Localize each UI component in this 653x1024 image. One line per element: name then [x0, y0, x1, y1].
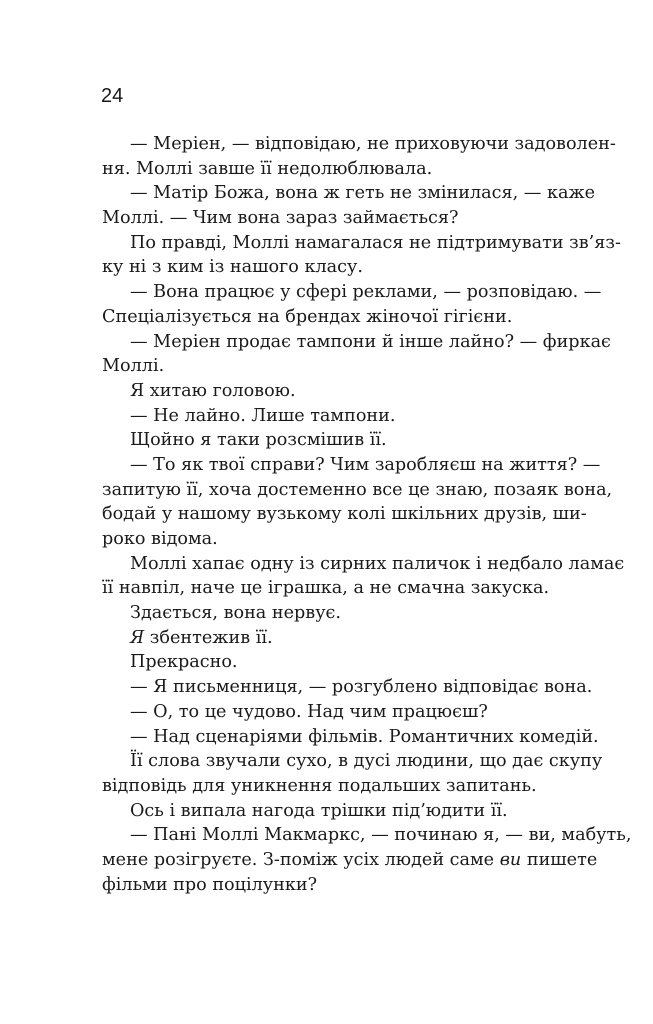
text-segment: пишете — [521, 849, 598, 870]
text-line: — Матір Божа, вона ж геть не змінилася, — каже — [130, 183, 596, 204]
italic-text: Я — [130, 627, 145, 648]
text-line — [102, 848, 598, 873]
body-text — [102, 132, 632, 897]
text-line: Я хитаю головою. — [130, 380, 296, 401]
italic-text: ви — [499, 849, 522, 870]
text-line: — Меріен, — відповідаю, не приховуючи задоволен- — [130, 134, 616, 154]
text-line: ку ні з ким із нашого класу. — [102, 257, 363, 278]
text-line: Спеціалізується на брендах жіночої гігієни. — [102, 306, 513, 327]
text-line: — О, то це чудово. Над чим працюєш? — [130, 701, 488, 722]
text-line: Прекрасно. — [130, 652, 238, 673]
text-line: — Над сценаріями фільмів. Романтичних комедій. — [130, 726, 599, 747]
text-line: Моллі. — Чим вона зараз займається? — [102, 208, 459, 229]
text-line: — То як твої справи? Чим заробляєш на життя? — — [130, 454, 601, 475]
text-line: Ось і випала нагода трішки під’юдити її. — [130, 800, 508, 821]
text-line: фільми про поцілунки? — [102, 874, 317, 895]
text-line: відповідь для уникнення подальших запитань. — [102, 775, 537, 796]
text-segment: мене розігруєте. З-поміж усіх людей саме — [102, 849, 500, 870]
text-segment: збентежив її. — [144, 627, 273, 648]
text-line: — Пані Моллі Макмаркс, — починаю я, — ви, мабуть, — [130, 825, 632, 846]
text-line: бодай у нашому вузькому колі шкільних друзів, ши- — [102, 504, 587, 525]
text-line — [102, 626, 576, 651]
text-line: її навпіл, наче це іграшка, а не смачна закуска. — [102, 578, 550, 599]
text-line: ня. Моллі завше її недолюблювала. — [102, 158, 433, 179]
text-line: Здається, вона нервує. — [130, 603, 341, 624]
text-line: По правді, Моллі намагалася не підтримувати зв’яз- — [130, 232, 621, 253]
text-line: Моллі. — [102, 356, 165, 377]
text-line: — Я письменниця, — розгублено відповідає вона. — [130, 677, 593, 698]
text-line: Моллі хапає одну із сирних паличок і недбало ламає — [130, 553, 625, 574]
text-line: Щойно я таки розсмішив її. — [130, 430, 387, 451]
text-line: роко відома. — [102, 529, 218, 549]
text-line: — Меріен продає тампони й інше лайно? — фиркає — [130, 331, 611, 352]
text-line: Її слова звучали сухо, в дусі людини, що дає скупу — [130, 751, 603, 772]
page-number: 24 — [101, 85, 124, 107]
text-line: запитую її, хоча достеменно все це знаю, позаяк вона, — [102, 479, 613, 500]
text-line: — Не лайно. Лише тампони. — [130, 405, 396, 426]
text-line: — Вона працює у сфері реклами, — розповідаю. — — [130, 282, 602, 303]
